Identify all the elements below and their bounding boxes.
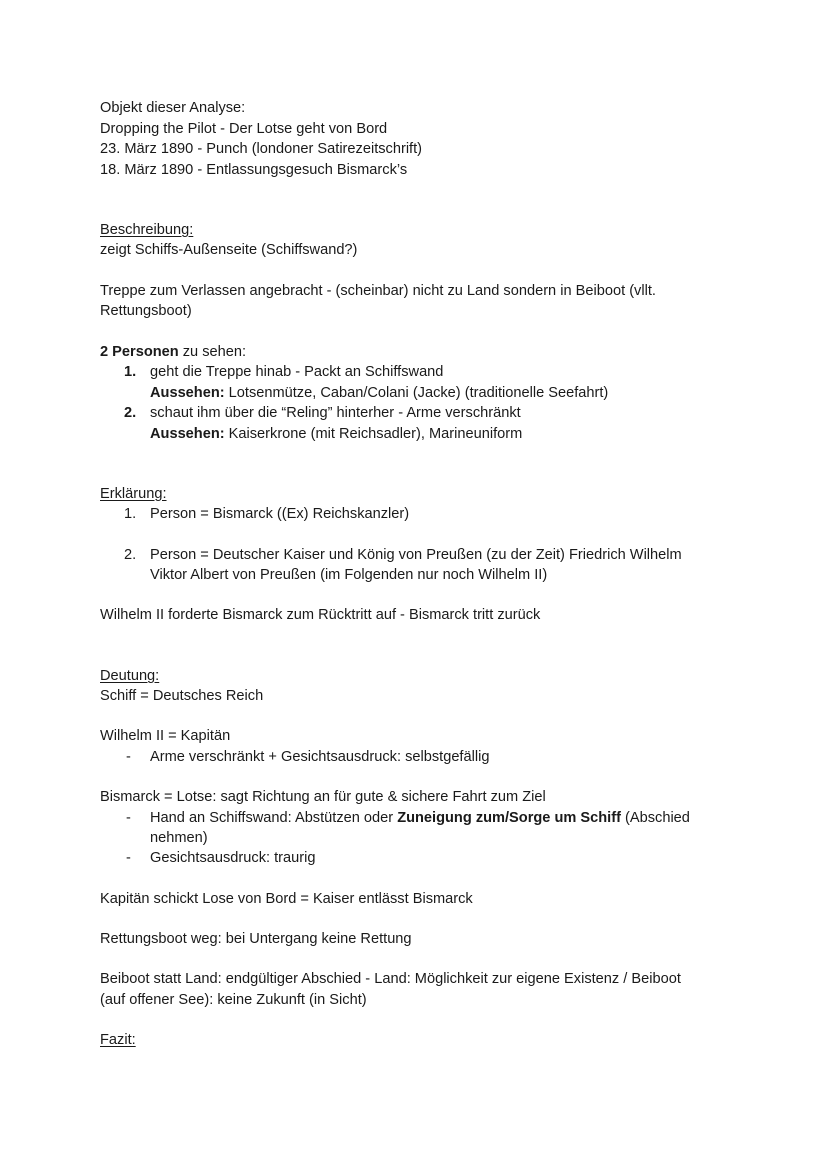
intro-line-3: 23. März 1890 - Punch (londoner Satirezeitschrift) <box>100 141 423 157</box>
deutung-heading: Deutung: <box>100 668 160 684</box>
person-1-look-label: Aussehen: <box>150 385 225 401</box>
deutung-schiff: Schiff = Deutsches Reich <box>100 688 264 704</box>
erklaerung-1-number: 1. <box>124 506 137 522</box>
persons-line <box>100 342 246 362</box>
person-1-text: geht die Treppe hinab - Packt an Schiffswand <box>150 364 444 380</box>
deutung-beiboot-line-2: (auf offener See): keine Zukunft (in Sicht) <box>100 992 367 1008</box>
erklaerung-2-text-line-1: Person = Deutscher Kaiser und König von Preußen (zu der Zeit) Friedrich Wilhelm <box>150 547 682 563</box>
deutung-kapitaen: Kapitän schickt Lose von Bord = Kaiser entlässt Bismarck <box>100 891 473 907</box>
point-1-part-a: Hand an Schiffswand: Abstützen oder <box>150 810 398 826</box>
erklaerung-summary: Wilhelm II forderte Bismarck zum Rücktritt auf - Bismarck tritt zurück <box>100 607 541 623</box>
erklaerung-1-text: Person = Bismarck ((Ex) Reichskanzler) <box>150 506 410 522</box>
person-1-look-text: Lotsenmütze, Caban/Colani (Jacke) (traditionelle Seefahrt) <box>224 385 609 401</box>
deutung-bismarck-point-1 <box>150 808 690 828</box>
person-2-look-text: Kaiserkrone (mit Reichsadler), Marineuniform <box>224 426 523 442</box>
intro-line-4: 18. März 1890 - Entlassungsgesuch Bismarck’s <box>100 162 408 178</box>
point-1-bold: Zuneigung zum/Sorge um Schiff <box>397 810 621 826</box>
deutung-wilhelm-point: Arme verschränkt + Gesichtsausdruck: selbstgefällig <box>150 749 490 765</box>
beschreibung-line-3: Rettungsboot) <box>100 303 192 319</box>
person-1-look <box>150 383 608 403</box>
beschreibung-heading: Beschreibung: <box>100 222 194 238</box>
erklaerung-heading: Erklärung: <box>100 486 167 502</box>
person-1-number: 1. <box>124 364 137 380</box>
person-2-look <box>150 424 522 444</box>
fazit-heading: Fazit: <box>100 1032 136 1048</box>
point-1-part-b: (Abschied <box>620 810 690 826</box>
person-2-look-label: Aussehen: <box>150 426 225 442</box>
beschreibung-line-2: Treppe zum Verlassen angebracht - (scheinbar) nicht zu Land sondern in Beiboot (vllt. <box>100 283 656 299</box>
person-2-text: schaut ihm über die “Reling” hinterher - Arme verschränkt <box>150 405 521 421</box>
deutung-bismarck-point-2: Gesichtsausdruck: traurig <box>150 850 316 866</box>
deutung-wilhelm: Wilhelm II = Kapitän <box>100 728 231 744</box>
persons-bold: 2 Personen <box>100 344 179 360</box>
intro-line-2: Dropping the Pilot - Der Lotse geht von Bord <box>100 121 388 137</box>
beschreibung-line-1: zeigt Schiffs-Außenseite (Schiffswand?) <box>100 242 358 258</box>
bullet-dash: - <box>126 850 131 866</box>
intro-line-1: Objekt dieser Analyse: <box>100 100 246 116</box>
deutung-bismarck-point-1-cont: nehmen) <box>150 830 208 846</box>
erklaerung-2-text-line-2: Viktor Albert von Preußen (im Folgenden nur noch Wilhelm II) <box>150 567 548 583</box>
persons-rest: zu sehen: <box>178 344 247 360</box>
deutung-bismarck: Bismarck = Lotse: sagt Richtung an für gute & sichere Fahrt zum Ziel <box>100 789 546 805</box>
erklaerung-2-number: 2. <box>124 547 137 563</box>
bullet-dash: - <box>126 810 131 826</box>
deutung-rettungsboot: Rettungsboot weg: bei Untergang keine Rettung <box>100 931 412 947</box>
person-2-number: 2. <box>124 405 137 421</box>
bullet-dash: - <box>126 749 131 765</box>
deutung-beiboot-line-1: Beiboot statt Land: endgültiger Abschied - Land: Möglichkeit zur eigene Existenz / Beiboot <box>100 971 681 987</box>
